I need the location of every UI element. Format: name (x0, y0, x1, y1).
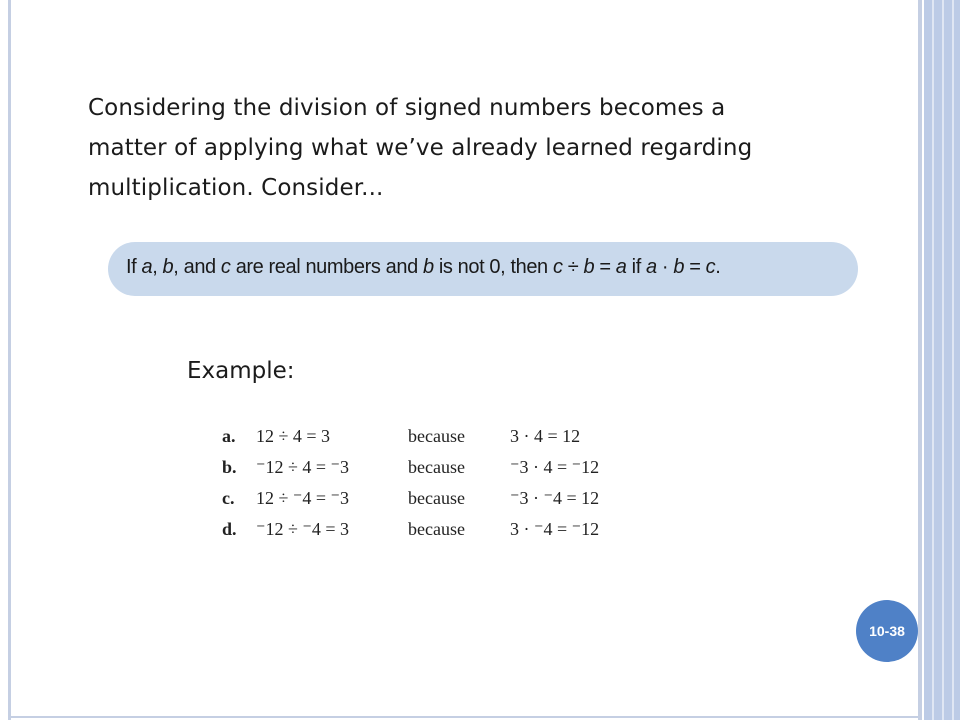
example-equation: 12 ÷ ⁻4 = ⁻3 (256, 488, 350, 508)
slide-number-badge: 10-38 (856, 600, 918, 662)
slide-frame-stripes (924, 0, 960, 720)
example-equation: 12 ÷ 4 = 3 (256, 426, 331, 446)
slide-frame-bottom (8, 716, 922, 718)
intro-line: Considering the division of signed numbers becomes a (88, 95, 726, 121)
example-equation: ⁻12 ÷ 4 = ⁻3 (256, 457, 350, 477)
example-letter: d. (222, 519, 237, 539)
example-label: Example: (187, 358, 295, 384)
intro-line: multiplication. Consider... (88, 175, 384, 201)
example-proof: 3 · 4 = 12 (510, 426, 581, 446)
slide-frame-right (918, 0, 922, 720)
intro-line: matter of applying what we’ve already learned regarding (88, 135, 753, 161)
intro-paragraph (88, 88, 848, 208)
example-letter: a. (222, 426, 236, 446)
slide-frame-left (8, 0, 11, 720)
example-proof: ⁻3 · 4 = ⁻12 (510, 457, 600, 477)
example-equation: ⁻12 ÷ ⁻4 = 3 (256, 519, 350, 539)
example-letter: b. (222, 457, 237, 477)
division-rule-box (108, 242, 858, 296)
example-proof: ⁻3 · ⁻4 = 12 (510, 488, 600, 508)
example-because: because (408, 457, 465, 477)
example-proof: 3 · ⁻4 = ⁻12 (510, 519, 600, 539)
division-rule-text: If a, b, and c are real numbers and b is not 0, then c ÷ b = a if a · b = c. (126, 256, 721, 278)
example-because: because (408, 488, 465, 508)
example-letter: c. (222, 488, 235, 508)
example-because: because (408, 519, 465, 539)
example-because: because (408, 426, 465, 446)
